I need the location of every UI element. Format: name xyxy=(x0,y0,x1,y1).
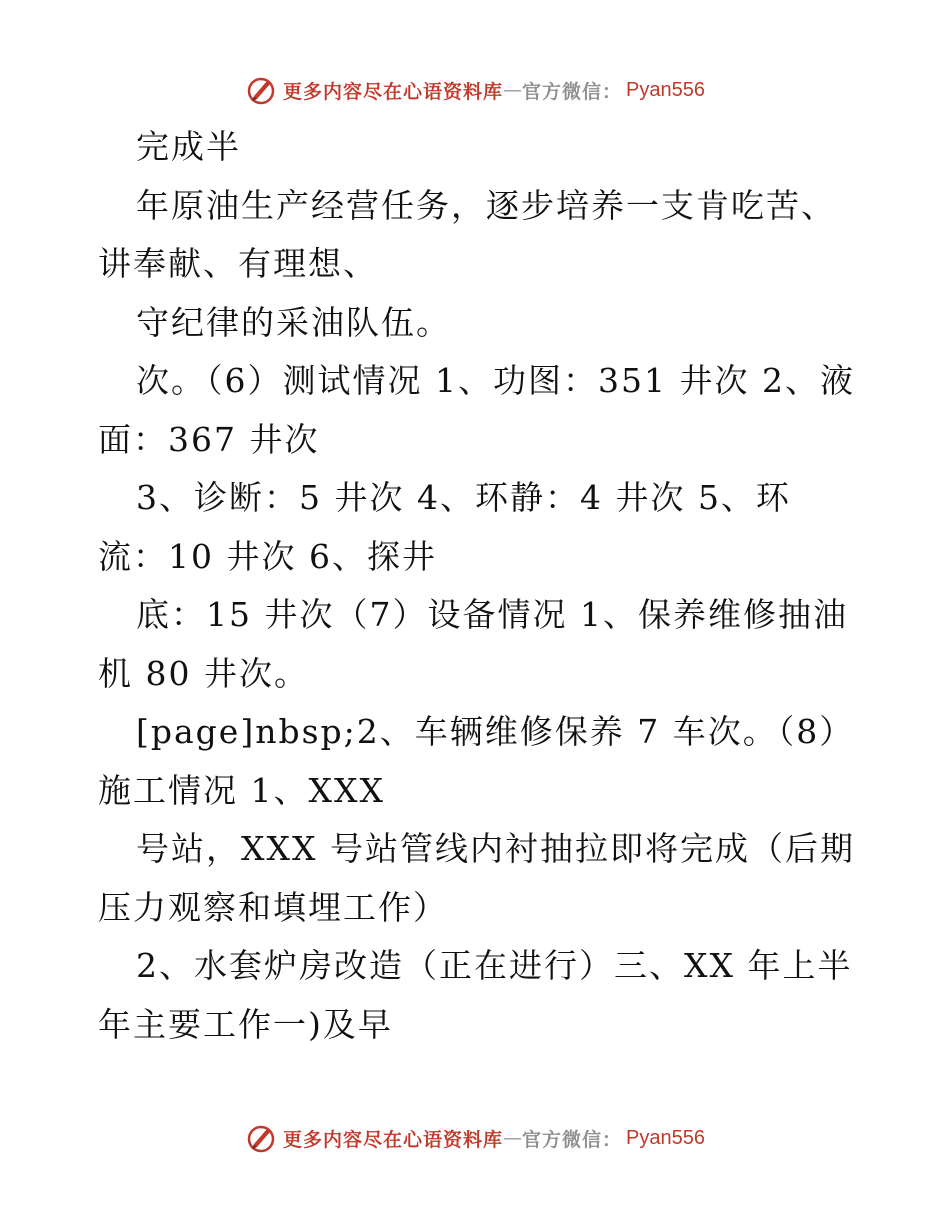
paragraph-3: 守纪律的采油队伍。 xyxy=(136,302,451,342)
header-watermark xyxy=(0,70,950,110)
paragraph-7: [page]nbsp;2、车辆维修保养 7 车次。（8）施工情况 1、XXX xyxy=(98,712,855,810)
watermark-wechat-label: 官方微信： xyxy=(522,80,623,103)
paragraph-2: 年原油生产经营任务，逐步培养一支肯吃苦、讲奉献、有理想、 xyxy=(98,185,836,283)
footer-watermark xyxy=(0,1118,950,1158)
watermark-wechat-id: Pyan556 xyxy=(626,78,705,101)
paragraph-6: 底：15 井次（7）设备情况 1、保养维修抽油机 80 井次。 xyxy=(98,595,848,693)
quill-seal-icon xyxy=(245,74,277,106)
paragraph-8: 号站，XXX 号站管线内衬抽拉即将完成（后期压力观察和填埋工作） xyxy=(98,829,855,927)
quill-seal-icon xyxy=(245,1122,277,1154)
watermark-title: 更多内容尽在心语资料库 xyxy=(283,80,504,103)
paragraph-4: 次。（6）测试情况 1、功图：351 井次 2、液面：367 井次 xyxy=(98,361,855,459)
watermark-wechat-label: 官方微信： xyxy=(522,1128,623,1151)
watermark-separator: — xyxy=(503,79,523,101)
watermark-wechat-id: Pyan556 xyxy=(626,1126,705,1149)
paragraph-9: 2、水套炉房改造（正在进行）三、XX 年上半年主要工作一)及早 xyxy=(98,946,853,1044)
paragraph-5: 3、诊断：5 井次 4、环静：4 井次 5、环流：10 井次 6、探井 xyxy=(98,478,791,576)
watermark-separator: — xyxy=(503,1127,523,1149)
document-body xyxy=(98,118,858,1054)
paragraph-1: 完成半 xyxy=(136,127,241,166)
watermark-title: 更多内容尽在心语资料库 xyxy=(283,1128,504,1151)
